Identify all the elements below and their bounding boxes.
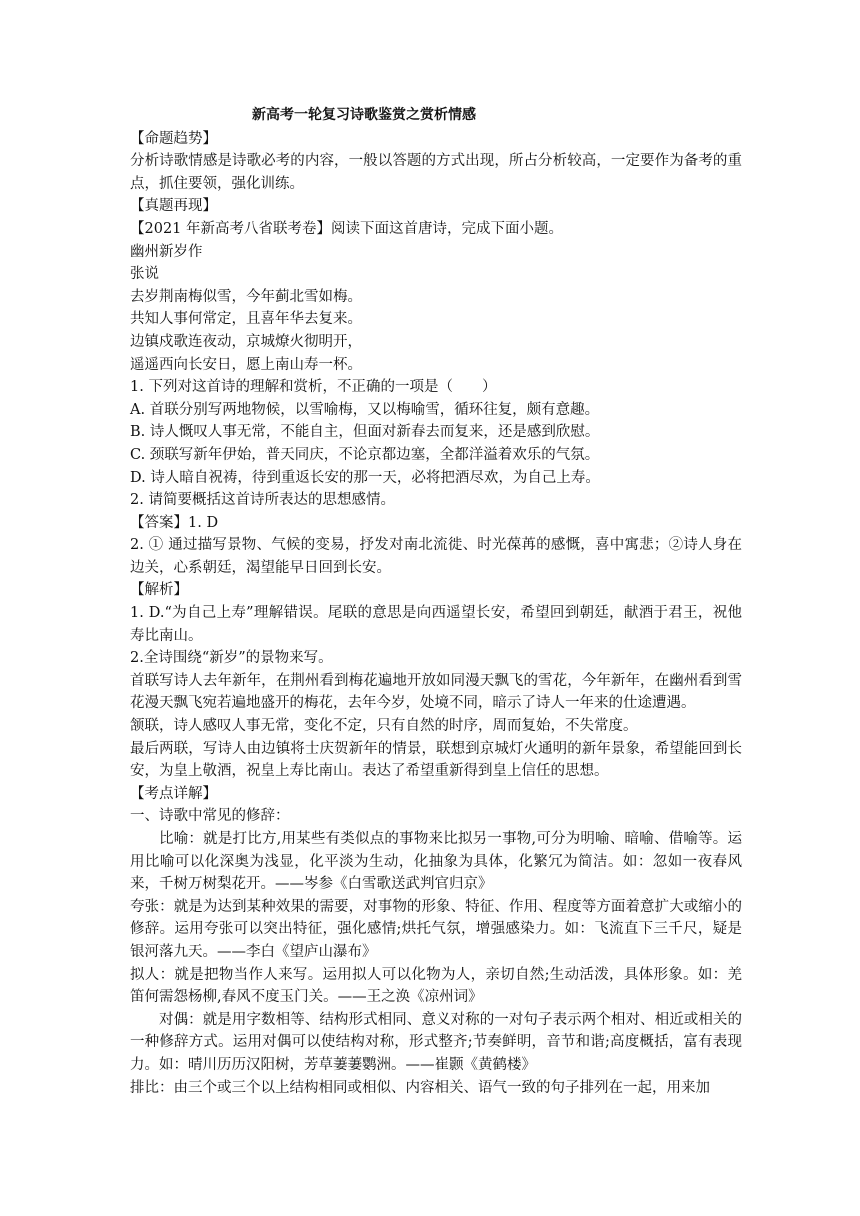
- option-c: C. 颈联写新年伊始，普天同庆，不论京都边塞，全都洋溢着欢乐的气氛。: [130, 446, 600, 463]
- option-d: D. 诗人暗自祝祷，待到重返长安的那一天，必将把酒尽欢，为自己上寿。: [130, 469, 600, 486]
- poem-line: 共知人事何常定，且喜年华去复来。: [130, 311, 362, 328]
- document-page: [130, 104, 742, 1099]
- poem-author: 张说: [130, 266, 159, 283]
- analysis-4: 颔联，诗人感叹人事无常，变化不定，只有自然的时序，周而复始，不失常度。: [130, 718, 638, 735]
- source-line: 【2021 年新高考八省联考卷】阅读下面这首唐诗，完成下面小题。: [130, 220, 564, 237]
- section-heading-analysis: 【解析】: [130, 582, 188, 599]
- rhetoric-metaphor: 比喻：就是打比方,用某些有类似点的事物来比拟另一事物,可分为明喻、暗喻、借喻等。运用比喻可以化深奥为浅显，化平淡为生动，化抽象为具体，化繁冗为简洁。如：忽如一夜春风来，千树万树梨花开。——岑参《白雪歌送武判官归京》: [130, 831, 742, 893]
- question-1: 1. 下列对这首诗的理解和赏析，不正确的一项是（ ）: [130, 379, 497, 396]
- analysis-2: 2.全诗围绕“新岁”的景物来写。: [130, 650, 333, 667]
- poem-line: 去岁荆南梅似雪，今年蓟北雪如梅。: [130, 288, 362, 305]
- poem-title: 幽州新岁作: [130, 243, 203, 260]
- rhetoric-antithesis: 对偶：就是用字数相等、结构形式相同、意义对称的一对句子表示两个相对、相近或相关的一种修辞方式。运用对偶可以使结构对称，形式整齐;节奏鲜明，音节和谐;高度概括，富有表现力。如：晴川历历汉阳树，芳草萋萋鹦洲。——崔颢《黄鹤楼》: [130, 1011, 742, 1073]
- section-heading-detail: 【考点详解】: [130, 785, 217, 802]
- trend-paragraph: 分析诗歌情感是诗歌必考的内容，一般以答题的方式出现，所占分析较高，一定要作为备考的重点，抓住要领，强化训练。: [130, 153, 742, 192]
- section-heading-trend: 【命题趋势】: [130, 130, 217, 147]
- section-heading-real: 【真题再现】: [130, 198, 217, 215]
- option-b: B. 诗人慨叹人事无常，不能自主，但面对新春去而复来，还是感到欣慰。: [130, 424, 600, 441]
- analysis-3: 首联写诗人去年新年，在荆州看到梅花遍地开放如同漫天飘飞的雪花，今年新年，在幽州看到雪花漫天飘飞宛若遍地盛开的梅花，去年今岁，处境不同，暗示了诗人一年来的仕途遭遇。: [130, 672, 742, 712]
- poem-line: 边镇戍歌连夜动，京城燎火彻明开，: [130, 333, 362, 350]
- analysis-1: 1. D.“为自己上寿”理解错误。尾联的意思是向西遥望长安，希望回到朝廷，献酒于君王，祝他寿比南山。: [130, 605, 742, 644]
- answer-label: 【答案】1. D: [130, 514, 219, 531]
- answer-2: 2. ① 通过描写景物、气候的变易，抒发对南北流徙、时光葆苒的感慨，喜中寓悲；②诗人身在边关，心系朝廷，渴望能早日回到长安。: [130, 537, 742, 576]
- analysis-5: 最后两联，写诗人由边镇将士庆贺新年的情景，联想到京城灯火通明的新年景象，希望能回到长安，为皇上敬酒，祝皇上寿比南山。表达了希望重新得到皇上信任的思想。: [130, 740, 742, 780]
- rhetoric-parallelism: 排比：由三个或三个以上结构相同或相似、内容相关、语气一致的句子排列在一起，用来加: [130, 1079, 710, 1096]
- detail-heading: 一、诗歌中常见的修辞：: [130, 808, 290, 825]
- poem-line: 遥遥西向长安日，愿上南山寿一杯。: [130, 356, 362, 373]
- option-a: A. 首联分别写两地物候，以雪喻梅，又以梅喻雪，循环往复，颇有意趣。: [130, 401, 600, 418]
- rhetoric-hyperbole: 夸张：就是为达到某种效果的需要，对事物的形象、特征、作用、程度等方面着意扩大或缩小的修辞。运用夸张可以突出特征，强化感情;烘托气氛，增强感染力。如：飞流直下三千尺，疑是银河落九天。——李白《望庐山瀑布》: [130, 898, 742, 960]
- rhetoric-personification: 拟人：就是把物当作人来写。运用拟人可以化物为人，亲切自然;生动活泼，具体形象。如：羌笛何需怨杨柳,春风不度玉门关。——王之涣《凉州词》: [130, 966, 742, 1006]
- question-2: 2. 请简要概括这首诗所表达的思想感情。: [130, 492, 395, 509]
- document-title: 新高考一轮复习诗歌鉴赏之赏析情感: [252, 107, 476, 123]
